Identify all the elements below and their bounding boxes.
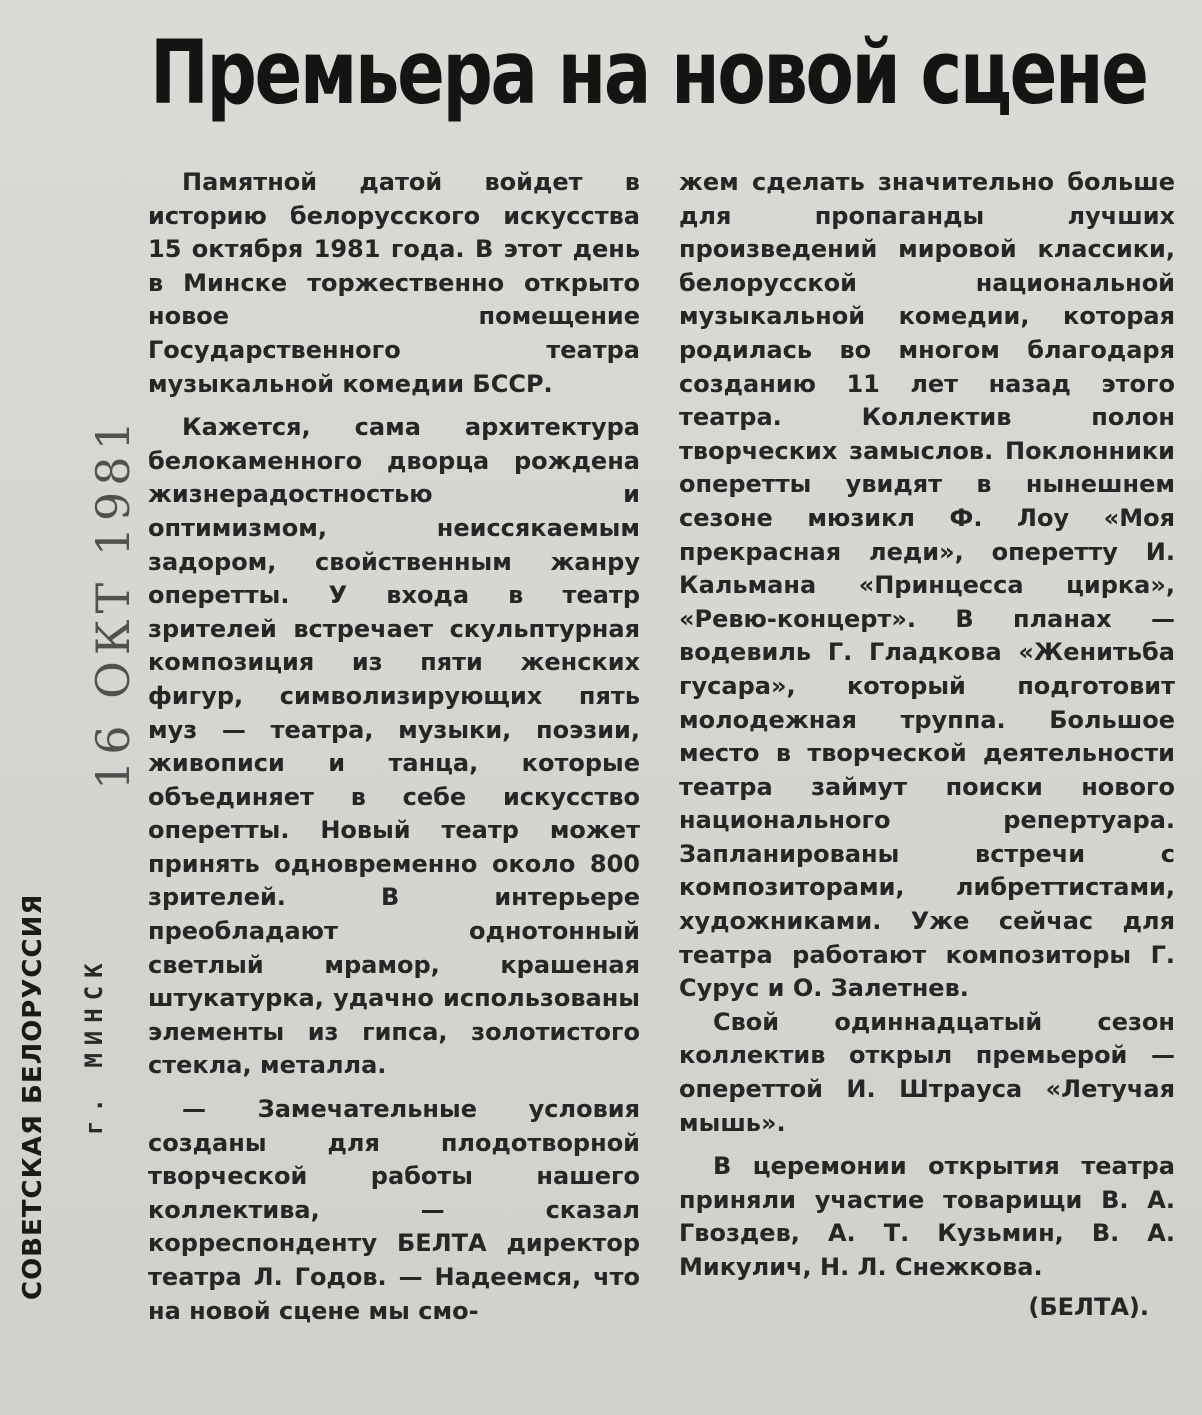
article-column-left bbox=[148, 166, 640, 1328]
stamp-date: 16 ОКТ 1981 bbox=[86, 415, 140, 790]
paragraph: Свой одиннадцатый сезон коллектив открыл премьерой — опереттой И. Штрауса «Летучая мышь». bbox=[679, 1007, 1175, 1137]
credit: (БЕЛТА). bbox=[1028, 1292, 1149, 1321]
stamp-source: СОВЕТСКАЯ БЕЛОРУССИЯ bbox=[18, 893, 48, 1300]
paragraph: Памятной датой войдет в историю белорусского искусства 15 октября 1981 года. В этот день в Минске торжественно открыто новое помещение Государственного театра музыкальной комедии БССР. bbox=[148, 168, 640, 398]
paragraph: Кажется, сама архитектура белокаменного дворца рождена жизнерадостностью и оптимизмом, неиссякаемым задором, свойственным жанру оперетты. У входа в театр зрителей встречает скульптурная композиция из пяти женских фигур, символизирующих пять муз — театра, музыки, поэзии, живописи и танца, которые объединяет в себе искусство оперетты. Новый театр может принять одновременно около 800 зрителей. В интерьере преобладают однотонный светлый мрамор, крашеная штукатурка, удачно использованы элементы из гипса, золотистого стекла, металла. bbox=[148, 413, 640, 1080]
headline: Премьера на новой сцене bbox=[150, 21, 1147, 124]
stamp-city: г. МИНСК bbox=[80, 955, 108, 1135]
paragraph: — Замечательные условия созданы для плодотворной творческой работы нашего коллектива, — сказал корреспонденту БЕЛТА директор театра Л. Годов. — Надеемся, что на новой сцене мы смо- bbox=[148, 1095, 640, 1325]
paragraph: В церемонии открытия театра приняли участие товарищи В. А. Гвоздев, А. Т. Кузьмин, В. А. Микулич, Н. Л. Снежкова. bbox=[679, 1152, 1175, 1281]
article-column-right bbox=[679, 166, 1175, 1324]
paragraph: жем сделать значительно больше для пропаганды лучших произведений мировой классики, белорусской национальной музыкальной комедии, которая родилась во многом благодаря созданию 11 лет назад этого театра. Коллектив полон творческих замыслов. Поклонники оперетты увидят в нынешнем сезоне мюзикл Ф. Лоу «Моя прекрасная леди», оперетту И. Кальмана «Принцесса цирка», «Ревю-концерт». В планах — водевиль Г. Гладкова «Женитьба гусара», который подготовит молодежная труппа. Большое место в творческой деятельности театра займут поиски нового национального репертуара. Запланированы встречи с композиторами, либреттистами, художниками. Уже сейчас для театра работают композиторы Г. Сурус и О. Залетнев. bbox=[679, 168, 1175, 1003]
